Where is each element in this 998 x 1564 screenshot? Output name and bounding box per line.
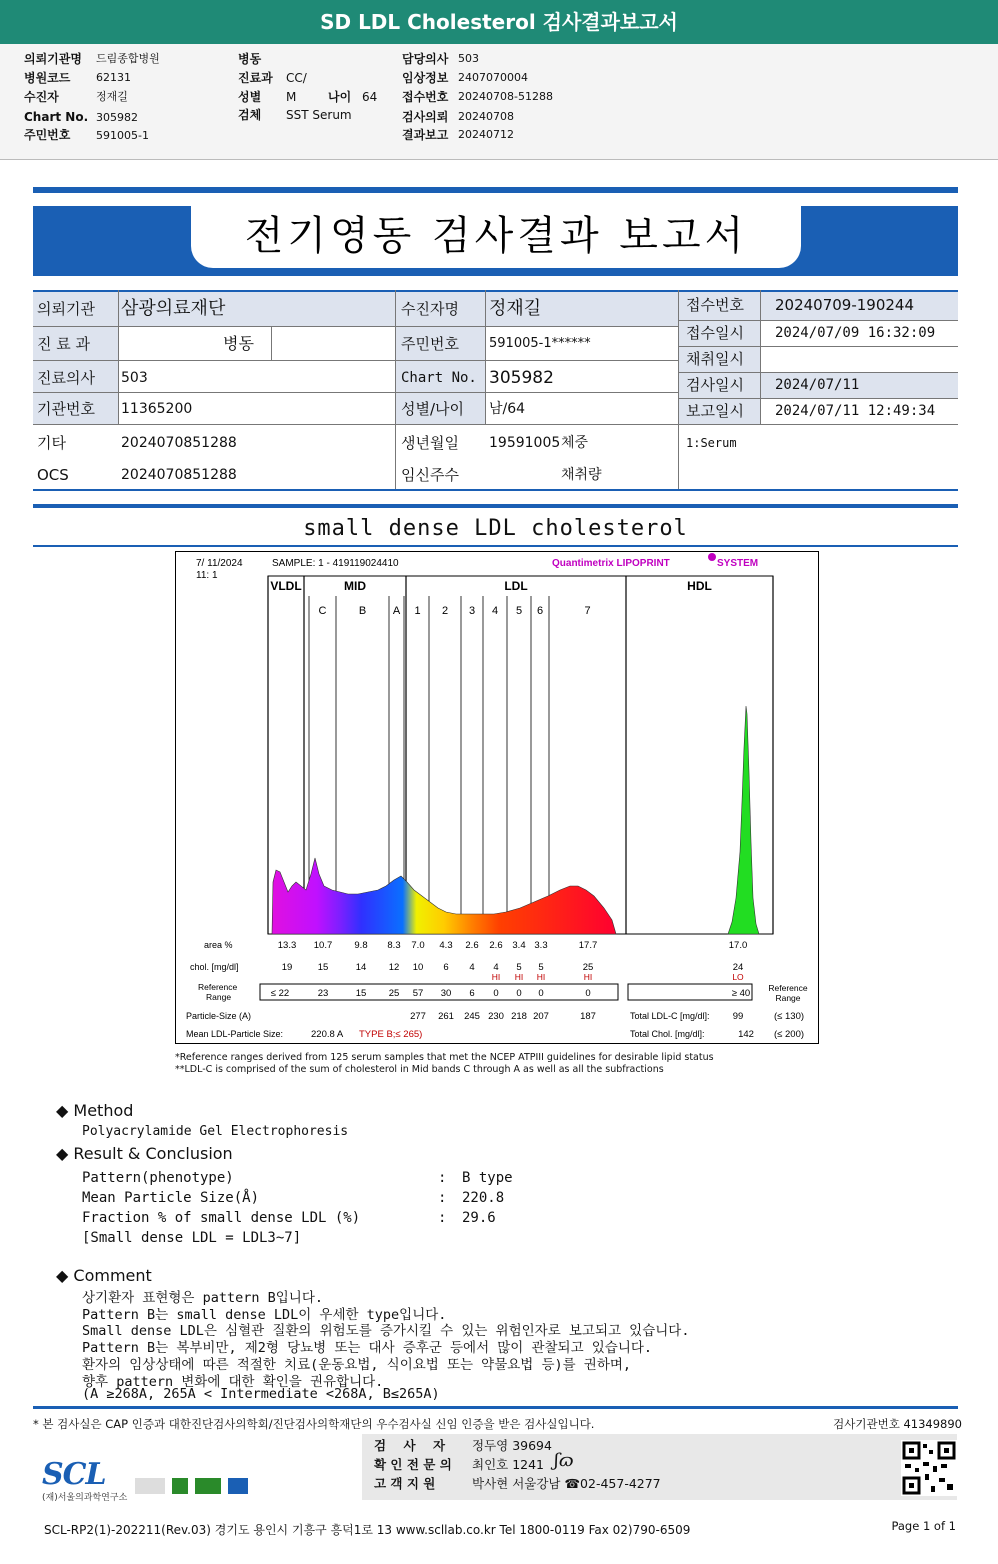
comment-line: (A ≥268A, 265A < Intermediate <268A, B≤265A) xyxy=(82,1386,440,1403)
value: 11365200 xyxy=(121,401,193,417)
ref-value: 30 xyxy=(440,988,452,999)
colon: : xyxy=(438,1190,447,1206)
row-label-particle: Particle-Size (A) xyxy=(186,1011,252,1021)
band-label-4: 4 xyxy=(491,605,499,617)
particle-size: 277 xyxy=(410,1011,426,1022)
label: 보고일시 xyxy=(686,402,744,420)
patient-info-table xyxy=(33,290,958,490)
value: 591005-1****** xyxy=(489,336,591,351)
flag: HI xyxy=(583,972,593,982)
sign-value: 최인호 1241 xyxy=(472,1457,545,1472)
label: 수진자 xyxy=(24,90,59,104)
label: Chart No. xyxy=(401,370,477,386)
label: 담당의사 xyxy=(402,52,449,66)
row-label-ref2: Range xyxy=(206,992,232,1002)
label: 주민번호 xyxy=(24,128,71,142)
value: 남/64 xyxy=(489,401,526,417)
group-label-ldl: LDL xyxy=(504,579,528,593)
chol-value: 15 xyxy=(317,962,329,973)
band-label-B: B xyxy=(358,605,367,617)
total-chol-ref: (≤ 200) xyxy=(773,1029,805,1040)
ngsp-logo xyxy=(228,1478,248,1494)
sign-label: 고 객 지 원 xyxy=(374,1476,436,1491)
kslm-logo xyxy=(172,1478,188,1494)
label: 채취량 xyxy=(561,467,602,483)
specimen: 1:Serum xyxy=(686,436,737,450)
page-number: Page 1 of 1 xyxy=(891,1519,956,1533)
band-label-5: 5 xyxy=(515,605,523,617)
comment-line: Small dense LDL은 심혈관 질환의 위험도를 증가시킬 수 있는 위험인자로 보고되고 있습니다. xyxy=(82,1323,690,1340)
institution-number: 검사기관번호 41349890 xyxy=(833,1417,962,1431)
chol-value: 12 xyxy=(388,962,400,973)
sign-value: 정두영 39694 xyxy=(472,1438,552,1453)
comment-line: Pattern B는 복부비만, 제2형 당뇨병 또는 대사 증후군 등에서 많이 관찰되고 있습니다. xyxy=(82,1340,653,1357)
value: SST Serum xyxy=(286,108,352,122)
value: 2024/07/11 xyxy=(775,377,860,393)
request-header xyxy=(0,44,998,160)
band-label-1: 1 xyxy=(414,605,421,617)
run-number: 11: 1 xyxy=(196,570,218,581)
ref-value: 6 xyxy=(469,988,475,999)
result-note: [Small dense LDL = LDL3~7] xyxy=(82,1230,302,1246)
label: 접수번호 xyxy=(686,296,744,314)
diamond-icon: ◆ xyxy=(56,1144,69,1163)
label: 성별 xyxy=(238,90,262,104)
value: 2024070851288 xyxy=(121,467,237,483)
label: 검체 xyxy=(238,108,262,122)
result-value: 220.8 xyxy=(462,1190,505,1206)
diamond-icon: ◆ xyxy=(56,1101,69,1120)
mean-size-value: 220.8 A xyxy=(311,1029,344,1040)
row-label-chol: chol. [mg/dl] xyxy=(190,962,239,972)
report-title: SD LDL Cholesterol 검사결과보고서 xyxy=(320,10,678,34)
value: 병동 xyxy=(223,334,254,353)
sign-label: 검 사 자 xyxy=(374,1438,446,1453)
label: 나이 xyxy=(328,90,352,104)
divider xyxy=(33,504,958,508)
total-chol-label: Total Chol. [mg/dl]: xyxy=(630,1029,705,1039)
area-value: 2.6 xyxy=(465,940,479,951)
result-value: 29.6 xyxy=(462,1210,496,1226)
banner-title: 전기영동 검사결과 보고서 xyxy=(191,206,801,268)
footnote-1: *Reference ranges derived from 125 serum samples that met the NCEP ATPIII guidelines for desirable lipid status xyxy=(175,1052,714,1063)
section-title: small dense LDL cholesterol xyxy=(303,516,688,541)
band-label-A: A xyxy=(392,605,401,617)
comment-line: Pattern B는 small dense LDL이 우세한 type입니다. xyxy=(82,1306,447,1323)
ref-value: 0 xyxy=(493,988,499,999)
heading-text: Comment xyxy=(73,1266,152,1285)
group-label-vldl: VLDL xyxy=(270,579,302,593)
system-name: Quantimetrix LIPOPRINT xyxy=(552,558,670,569)
plot-frame xyxy=(268,576,773,934)
particle-size: 218 xyxy=(511,1011,527,1022)
certification-logos xyxy=(135,1478,248,1497)
label: 성별/나이 xyxy=(401,400,465,418)
label: 진료의사 xyxy=(37,369,95,387)
flag: HI xyxy=(536,972,546,982)
scl-logo: SCL (재)서울의과학연구소 xyxy=(42,1457,128,1503)
method-heading xyxy=(56,1101,133,1120)
comment-line: 환자의 임상상태에 따른 적절한 치료(운동요법, 식이요법 또는 약물요법 등)를 권하며, xyxy=(82,1356,632,1373)
area-value: 3.4 xyxy=(512,940,526,951)
particle-type: TYPE B;≤ 265) xyxy=(359,1029,423,1040)
label: 임신주수 xyxy=(401,466,459,484)
label: 병원코드 xyxy=(24,71,71,85)
value: 591005-1 xyxy=(96,129,149,142)
flag: HI xyxy=(491,972,501,982)
banner xyxy=(33,206,958,276)
lipoprint-svg xyxy=(176,552,820,1045)
label: 의뢰기관명 xyxy=(24,52,82,66)
area-value: 17.0 xyxy=(728,940,748,951)
label: 결과보고 xyxy=(402,128,449,142)
value: 드림종합병원 xyxy=(96,52,160,65)
divider xyxy=(33,545,958,547)
particle-size: 187 xyxy=(580,1011,596,1022)
label: 의뢰기관 xyxy=(37,300,95,318)
result-label: Fraction % of small dense LDL (%) xyxy=(82,1210,361,1226)
row-label-ref: Reference xyxy=(198,982,238,992)
row-label-area: area % xyxy=(204,940,233,950)
result-label: Pattern(phenotype) xyxy=(82,1170,234,1186)
method-text: Polyacrylamide Gel Electrophoresis xyxy=(82,1124,349,1139)
heading-text: Result & Conclusion xyxy=(73,1144,233,1163)
label: 진료과 xyxy=(238,71,273,85)
particle-size: 245 xyxy=(464,1011,480,1022)
label: 임상정보 xyxy=(402,71,449,85)
label: 진 료 과 xyxy=(37,335,91,353)
value: 2024070851288 xyxy=(121,435,237,451)
ref-label-right2: Range xyxy=(775,993,801,1003)
label: 채취일시 xyxy=(686,350,744,368)
run-date: 7/ 11/2024 xyxy=(196,558,243,569)
signature-box xyxy=(362,1434,957,1500)
registered-mark xyxy=(708,553,716,561)
chol-value: 4 xyxy=(469,962,475,973)
result-value: B type xyxy=(462,1170,513,1186)
footer-address: SCL-RP2(1)-202211(Rev.03) 경기도 용인시 기흥구 흥덕1로 13 www.scllab.co.kr Tel 1800-0119 Fax 02)790-6509 xyxy=(44,1523,691,1537)
label: 수진자명 xyxy=(401,300,459,318)
area-value: 4.3 xyxy=(439,940,453,951)
ref-value: 0 xyxy=(538,988,544,999)
value: M xyxy=(286,90,297,104)
comment-line: 향후 pattern 변화에 대한 확인을 권유합니다. xyxy=(82,1373,384,1390)
chol-value: 6 xyxy=(443,962,449,973)
label: 체중 xyxy=(561,435,589,451)
chol-value: 19 xyxy=(281,962,293,973)
eqa-logo xyxy=(195,1478,221,1494)
label: 기관번호 xyxy=(37,400,95,418)
sample-id: SAMPLE: 1 - 419119024410 xyxy=(272,558,399,569)
flag: LO xyxy=(732,972,744,982)
label: 검사일시 xyxy=(686,376,744,394)
band-label-6: 6 xyxy=(536,605,544,617)
value: 20240708 xyxy=(458,110,514,123)
qr-code-icon xyxy=(901,1440,957,1496)
accreditation-note: * 본 검사실은 CAP 인증과 대한진단검사의학회/진단검사의학재단의 우수검사실 신임 인증을 받은 검사실입니다. xyxy=(33,1417,595,1431)
chol-value: 5 xyxy=(538,962,544,973)
area-value: 13.3 xyxy=(277,940,297,951)
colon: : xyxy=(438,1210,447,1226)
lipoprotein-curve-ldl xyxy=(272,858,616,934)
value: 20240712 xyxy=(458,128,514,141)
ref-value: 15 xyxy=(355,988,367,999)
result-heading xyxy=(56,1144,233,1163)
comment-line: 상기환자 표현형은 pattern B입니다. xyxy=(82,1290,323,1306)
chol-value: 10 xyxy=(412,962,424,973)
value: 삼광의료재단 xyxy=(121,298,226,319)
particle-size: 207 xyxy=(533,1011,549,1022)
ref-range-box xyxy=(260,984,618,1000)
band-label-7: 7 xyxy=(584,605,591,617)
value: 62131 xyxy=(96,71,131,84)
total-chol-value: 142 xyxy=(738,1029,754,1040)
result-label: Mean Particle Size(Å) xyxy=(82,1190,260,1206)
total-ldl-label: Total LDL-C [mg/dl]: xyxy=(630,1011,710,1021)
value: 2024/07/11 12:49:34 xyxy=(775,403,936,419)
chol-value: 24 xyxy=(732,962,744,973)
divider xyxy=(33,187,958,193)
value: 정재길 xyxy=(96,90,128,103)
value: 64 xyxy=(362,90,378,104)
ref-value: 23 xyxy=(317,988,329,999)
signature-mark: ʃɷ xyxy=(554,1450,574,1471)
lipoprint-chart xyxy=(175,551,819,1044)
particle-size: 261 xyxy=(438,1011,454,1022)
band-label-3: 3 xyxy=(468,605,476,617)
label: OCS xyxy=(37,466,69,484)
area-value: 10.7 xyxy=(313,940,333,951)
area-value: 9.8 xyxy=(354,940,368,951)
ref-value: 0 xyxy=(516,988,522,999)
sign-value: 박사현 서울강남 ☎02-457-4277 xyxy=(472,1476,661,1491)
value: 19591005 xyxy=(489,435,561,451)
report-title-bar xyxy=(0,0,998,44)
colon: : xyxy=(438,1170,447,1186)
group-dividers xyxy=(268,576,773,934)
value: 503 xyxy=(121,370,148,386)
label: 기타 xyxy=(37,434,66,452)
area-value: 8.3 xyxy=(387,940,401,951)
divider xyxy=(33,1406,958,1409)
label: 접수번호 xyxy=(402,90,449,104)
ref-value: 57 xyxy=(412,988,424,999)
value: 정재길 xyxy=(489,298,542,319)
value: CC/ xyxy=(286,71,307,85)
label: 병동 xyxy=(238,52,262,66)
value: 2024/07/09 16:32:09 xyxy=(775,325,936,341)
label: Chart No. xyxy=(24,110,89,124)
area-value: 3.3 xyxy=(534,940,548,951)
system-name-2: SYSTEM xyxy=(717,558,759,569)
mean-size-label: Mean LDL-Particle Size: xyxy=(186,1029,284,1039)
sign-label: 확 인 전 문 의 xyxy=(374,1457,452,1472)
cap-logo xyxy=(135,1478,165,1494)
heading-text: Method xyxy=(73,1101,134,1120)
lipoprotein-curve-hdl xyxy=(728,706,759,934)
ref-value: 25 xyxy=(388,988,400,999)
value: 503 xyxy=(458,52,479,65)
hdl-ref-value: ≥ 40 xyxy=(731,988,751,999)
comment-heading xyxy=(56,1266,152,1285)
band-label-2: 2 xyxy=(441,605,449,617)
band-label-C: C xyxy=(318,605,327,617)
footnote-2: **LDL-C is comprised of the sum of cholesterol in Mid bands C through A as well as all the subfractions xyxy=(175,1064,664,1075)
value: 305982 xyxy=(96,111,138,124)
value: 20240708-51288 xyxy=(458,90,553,103)
ref-label-right: Reference xyxy=(768,983,808,993)
value: 305982 xyxy=(489,368,554,388)
value: 20240709-190244 xyxy=(775,296,915,314)
group-label-mid: MID xyxy=(344,579,366,593)
area-value: 2.6 xyxy=(489,940,503,951)
chart-footnotes xyxy=(175,1052,714,1076)
chol-value: 4 xyxy=(493,962,499,973)
chol-value: 5 xyxy=(516,962,522,973)
value: 2407070004 xyxy=(458,71,528,84)
chol-value: 25 xyxy=(582,962,594,973)
total-ldl-ref: (≤ 130) xyxy=(773,1011,805,1022)
area-value: 7.0 xyxy=(411,940,425,951)
group-label-hdl: HDL xyxy=(687,579,712,593)
label: 생년월일 xyxy=(401,434,459,452)
ref-value: ≤ 22 xyxy=(270,988,290,999)
chol-value: 14 xyxy=(355,962,367,973)
label: 주민번호 xyxy=(401,335,459,353)
label: 검사의뢰 xyxy=(402,110,449,124)
diamond-icon: ◆ xyxy=(56,1266,69,1285)
area-value: 17.7 xyxy=(578,940,598,951)
flag: HI xyxy=(514,972,524,982)
total-ldl-value: 99 xyxy=(732,1011,744,1022)
ref-value: 0 xyxy=(585,988,591,999)
label: 접수일시 xyxy=(686,324,744,342)
particle-size: 230 xyxy=(488,1011,504,1022)
